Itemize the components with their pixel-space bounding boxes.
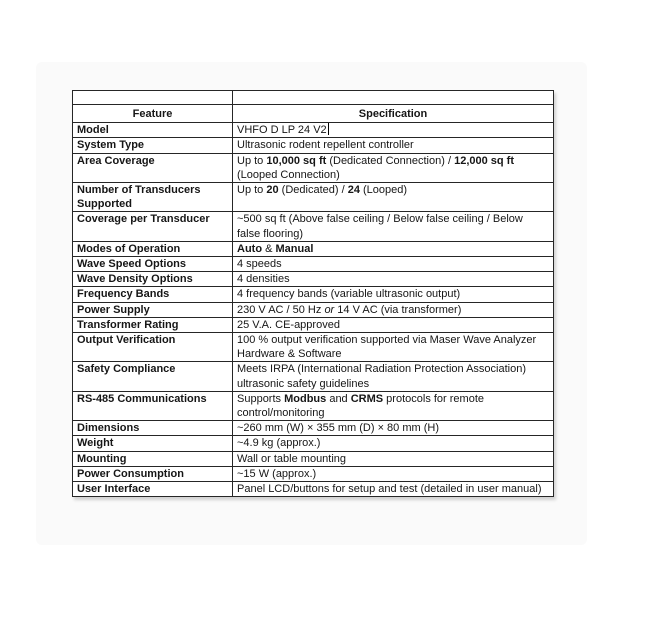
- feature-cell[interactable]: Dimensions: [73, 421, 233, 436]
- feature-cell[interactable]: RS-485 Communications: [73, 391, 233, 420]
- feature-cell[interactable]: Power Supply: [73, 302, 233, 317]
- spec-text-run: (Looped Connection): [237, 168, 340, 181]
- spec-text-run: 25 V.A. CE-approved: [237, 318, 340, 331]
- spec-text-run: protocols for remote control/monitoring: [237, 392, 484, 420]
- empty-feature-cell[interactable]: [73, 91, 233, 105]
- table-row: [73, 123, 554, 138]
- table-row: [73, 257, 554, 272]
- feature-cell[interactable]: Modes of Operation: [73, 241, 233, 256]
- spec-text-run: ~260 mm (W) × 355 mm (D) × 80 mm (H): [237, 422, 440, 435]
- spec-text-run: &: [262, 242, 276, 255]
- spec-text-run: CRMS: [350, 392, 384, 405]
- feature-cell[interactable]: Number of Transducers Supported: [73, 183, 233, 212]
- spec-text-run: Modbus: [284, 392, 327, 405]
- spec-cell[interactable]: [233, 391, 554, 420]
- spec-cell[interactable]: [233, 421, 554, 436]
- spec-text-run: 14 V AC (via transformer): [334, 303, 462, 316]
- spec-cell[interactable]: [233, 436, 554, 451]
- feature-cell[interactable]: Power Consumption: [73, 466, 233, 481]
- spec-text-run: 24: [347, 184, 360, 197]
- table-row: [73, 333, 554, 362]
- feature-cell[interactable]: Area Coverage: [73, 153, 233, 182]
- text-cursor: [328, 123, 330, 135]
- spec-text-run: ~4.9 kg (approx.): [237, 437, 321, 450]
- specification-table: [72, 90, 554, 497]
- table-row: [73, 466, 554, 481]
- spec-text-run: 12,000 sq ft: [454, 154, 514, 167]
- spec-cell[interactable]: [233, 333, 554, 362]
- table-row: [73, 183, 554, 212]
- spec-text-run: ~15 W (approx.): [237, 467, 317, 480]
- table-row: [73, 138, 554, 153]
- spec-cell[interactable]: [233, 482, 554, 497]
- spec-cell[interactable]: [233, 153, 554, 182]
- spec-cell[interactable]: [233, 302, 554, 317]
- spec-text-run: Panel LCD/buttons for setup and test (detailed in user manual): [237, 483, 542, 496]
- header-row: [73, 105, 554, 123]
- spec-text-run: 4 speeds: [237, 258, 282, 271]
- spec-text-run: Manual: [275, 242, 314, 255]
- feature-cell[interactable]: Safety Compliance: [73, 362, 233, 391]
- spec-cell[interactable]: [233, 257, 554, 272]
- table-row: [73, 302, 554, 317]
- spec-text-run: (Looped): [359, 184, 408, 197]
- empty-row: [73, 91, 554, 105]
- spec-text-run: 4 frequency bands (variable ultrasonic output): [237, 288, 461, 301]
- spec-cell[interactable]: [233, 138, 554, 153]
- spec-text-run: or: [324, 303, 335, 316]
- feature-cell[interactable]: User Interface: [73, 482, 233, 497]
- spec-cell[interactable]: [233, 123, 554, 138]
- spec-text-run: Up to: [237, 184, 267, 197]
- feature-cell[interactable]: System Type: [73, 138, 233, 153]
- spec-table-body: [73, 123, 554, 497]
- spec-cell[interactable]: [233, 317, 554, 332]
- table-row: [73, 362, 554, 391]
- spec-text-run: 4 densities: [237, 273, 290, 286]
- specification-column-header[interactable]: Specification: [233, 105, 554, 123]
- empty-spec-cell[interactable]: [233, 91, 554, 105]
- spec-text-run: 100 % output verification supported via Maser Wave Analyzer Hardware & Software: [237, 334, 537, 361]
- spec-cell[interactable]: [233, 212, 554, 241]
- table-row: [73, 451, 554, 466]
- feature-cell[interactable]: Transformer Rating: [73, 317, 233, 332]
- spec-text-run: and: [326, 392, 351, 405]
- feature-cell[interactable]: Weight: [73, 436, 233, 451]
- spec-text-run: 10,000 sq ft: [266, 154, 327, 167]
- feature-cell[interactable]: Coverage per Transducer: [73, 212, 233, 241]
- spec-text-run: (Dedicated) /: [278, 184, 348, 197]
- spec-text-run: Supports: [237, 392, 285, 405]
- table-row: [73, 272, 554, 287]
- table-row: [73, 391, 554, 420]
- spec-cell[interactable]: [233, 466, 554, 481]
- spec-text-run: VHFO D LP 24 V2: [237, 124, 327, 137]
- spec-cell[interactable]: [233, 272, 554, 287]
- feature-cell[interactable]: Wave Density Options: [73, 272, 233, 287]
- feature-cell[interactable]: Wave Speed Options: [73, 257, 233, 272]
- feature-column-header[interactable]: Feature: [73, 105, 233, 123]
- spec-text-run: Wall or table mounting: [237, 452, 347, 465]
- table-row: [73, 287, 554, 302]
- table-row: [73, 153, 554, 182]
- feature-cell[interactable]: Mounting: [73, 451, 233, 466]
- spec-text-run: Meets IRPA (International Radiation Protection Association) ultrasonic safety guidelines: [237, 363, 527, 390]
- spec-text-run: (Dedicated Connection) /: [326, 154, 455, 167]
- spec-cell[interactable]: [233, 362, 554, 391]
- table-row: [73, 212, 554, 241]
- table-row: [73, 317, 554, 332]
- spec-cell[interactable]: [233, 287, 554, 302]
- spec-text-run: 20: [266, 184, 279, 197]
- feature-cell[interactable]: Frequency Bands: [73, 287, 233, 302]
- spec-text-run: Up to: [237, 154, 267, 167]
- feature-cell[interactable]: Output Verification: [73, 333, 233, 362]
- spec-text-run: Ultrasonic rodent repellent controller: [237, 139, 414, 152]
- table-row: [73, 241, 554, 256]
- spec-cell[interactable]: [233, 451, 554, 466]
- table-row: [73, 436, 554, 451]
- spec-text-run: Auto: [237, 242, 263, 255]
- spec-cell[interactable]: [233, 183, 554, 212]
- spec-text-run: ~500 sq ft (Above false ceiling / Below false ceiling / Below false flooring): [237, 213, 523, 240]
- spec-text-run: 230 V AC / 50 Hz: [237, 303, 325, 316]
- feature-cell[interactable]: Model: [73, 123, 233, 138]
- table-row: [73, 421, 554, 436]
- table-row: [73, 482, 554, 497]
- spec-cell[interactable]: [233, 241, 554, 256]
